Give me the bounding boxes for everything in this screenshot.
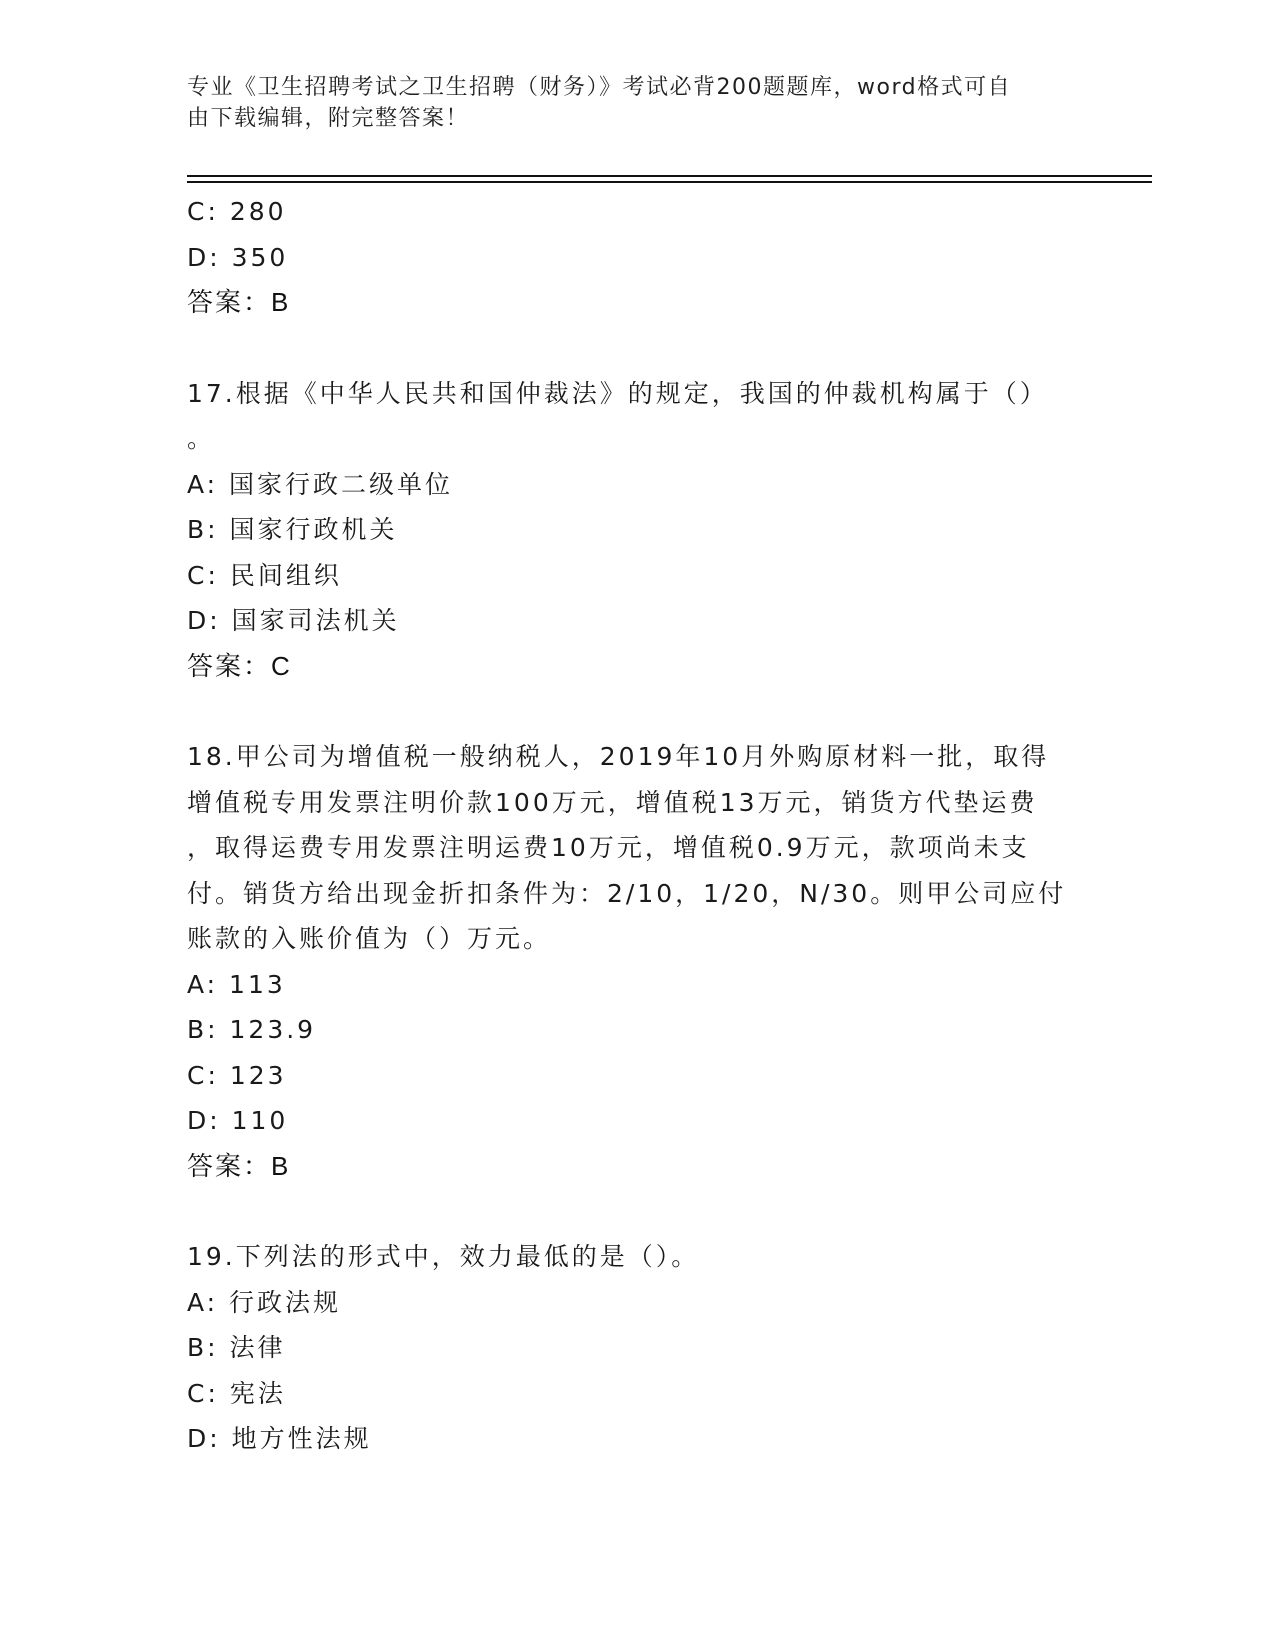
header-line: 由下载编辑，附完整答案！ <box>187 106 470 131</box>
question-title-line: 。 <box>187 424 216 453</box>
spacer <box>187 1189 1087 1234</box>
option-d: D: 地方性法规 <box>187 1424 372 1453</box>
document-header <box>187 72 1067 134</box>
question-title <box>187 734 1087 962</box>
question-title-line: 17.根据《中华人民共和国仲裁法》的规定，我国的仲裁机构属于（） <box>187 378 1048 408</box>
header-divider-top <box>187 175 1152 177</box>
option-c: C: 民间组织 <box>187 560 342 590</box>
option-c: C: 123 <box>187 1060 287 1090</box>
question-19 <box>187 1234 1087 1462</box>
header-divider-bottom <box>187 181 1152 183</box>
option-c: C: 宪法 <box>187 1378 286 1408</box>
question-title-line: ，取得运费专用发票注明运费10万元，增值税0.9万元，款项尚未支 <box>187 833 1030 862</box>
option-c: C: 280 <box>187 197 287 226</box>
option-d: D: 110 <box>187 1106 289 1135</box>
question-title-line: 增值税专用发票注明价款100万元，增值税13万元，销货方代垫运费 <box>187 787 1038 817</box>
question-title-line: 19.下列法的形式中，效力最低的是（）。 <box>187 1242 700 1271</box>
question-18 <box>187 734 1087 1189</box>
spacer <box>187 689 1087 734</box>
option-d: D: 国家司法机关 <box>187 606 400 635</box>
option-b: B: 国家行政机关 <box>187 515 398 544</box>
answer-line: 答案：C <box>187 650 292 681</box>
question-title-line: 18.甲公司为增值税一般纳税人，2019年10月外购原材料一批，取得 <box>187 742 1050 771</box>
question-list <box>187 189 1087 1462</box>
option-d: D: 350 <box>187 242 289 272</box>
option-b: B: 123.9 <box>187 1015 317 1044</box>
header-line: 专业《卫生招聘考试之卫生招聘（财务）》考试必背200题题库，word格式可自 <box>187 75 1012 100</box>
option-a: A: 国家行政二级单位 <box>187 469 454 499</box>
question-title <box>187 1234 1087 1280</box>
answer-line: 答案：B <box>187 1150 291 1181</box>
option-a: A: 行政法规 <box>187 1287 342 1317</box>
spacer <box>187 326 1087 371</box>
question-title <box>187 371 1087 462</box>
question-title-line: 付。销货方给出现金折扣条件为：2/10，1/20，N/30。则甲公司应付 <box>187 878 1067 908</box>
question-17 <box>187 371 1087 690</box>
question-title-line: 账款的入账价值为（）万元。 <box>187 924 552 953</box>
answer-line: 答案：B <box>187 287 291 317</box>
option-b: B: 法律 <box>187 1333 286 1362</box>
previous-question-tail <box>187 189 1087 326</box>
option-a: A: 113 <box>187 969 286 999</box>
